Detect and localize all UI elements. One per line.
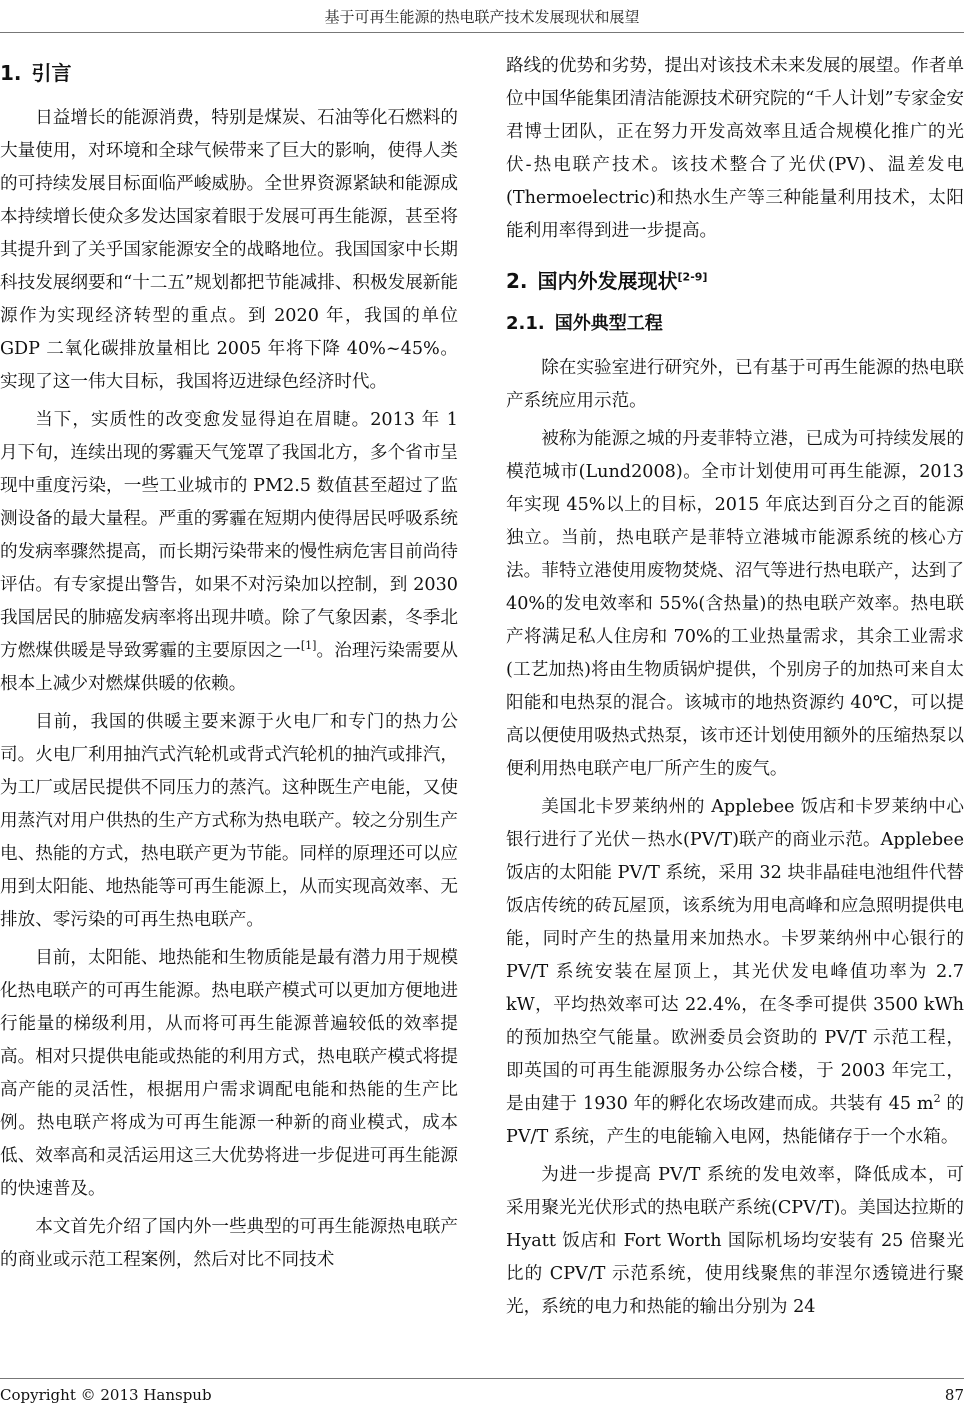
subsection-title: 国外典型工程 [554,313,663,334]
paragraph: 除在实验室进行研究外，已有基于可再生能源的热电联产系统应用示范。 [506,358,964,411]
right-column [506,50,964,1324]
paragraph: 本文首先介绍了国内外一些典型的可再生能源热电联产的商业或示范工程案例，然后对比不同技术 [0,1217,458,1270]
citation: [2-9] [677,270,708,284]
paragraph-text: 美国北卡罗莱纳州的 Applebee 饭店和卡罗莱纳中心银行进行了光伏－热水(PV/T)联产的商业示范。Applebee 饭店的太阳能 PV/T 系统，采用 32 块非晶硅电池组件代替饭店传统的砖瓦屋顶，该系统为用电高峰和应急照明提供电能，同时产生的热量用来加热水。卡罗莱纳州中心银行的 PV/T 系统安装在屋顶上，其光伏发电峰值功率为 2.7 kW，平均热效率可达 22.4%，在冬季可提供 3500 kWh 的预加热空气能量。欧洲委员会资助的 PV/T 示范工程，即英国的可再生能源服务办公综合楼，于 2003 年完工，是由建于 1930 年的孵化农场改建而成。共装有 45 m [506,797,964,1114]
superscript: 2 [933,1092,941,1106]
paragraph: 被称为能源之城的丹麦菲特立港，已成为可持续发展的模范城市(Lund2008)。全市计划使用可再生能源，2013 年实现 45%以上的目标，2015 年底达到百分之百的能源独立。当前，热电联产是菲特立港城市能源系统的核心方法。菲特立港使用废物焚烧、沼气等进行热电联产，达到了 40%的发电效率和 55%(含热量)的热电联产效率。热电联产将满足私人住房和 70%的工业热量需求，其余工业需求(工艺加热)将由生物质锅炉提供，个别房子的加热可来自太阳能和电热泵的混合。该城市的地热资源约 40℃，可以提高以便使用吸热式热泵，该市还计划使用额外的压缩热泵以便利用热电联产电厂所产生的废气。 [506,429,964,779]
running-header: 基于可再生能源的热电联产技术发展现状和展望 [324,8,640,26]
page-number: 87 [944,1386,964,1404]
citation: [1] [300,639,317,653]
paragraph-text: 。治理污染需要从根本上减少对燃煤供暖的依赖。 [0,641,458,694]
subsection-2-1-heading [506,310,964,338]
header-rule [0,32,964,33]
paragraph-text: 当下，实质性的改变愈发显得迫在眉睫。2013 年 1 月下旬，连续出现的雾霾天气笼罩了我国北方，多个省市呈现中重度污染，一些工业城市的 PM2.5 数值甚至超过了监测设备的最大量程。严重的雾霾在短期内使得居民呼吸系统的发病率骤然提高，而长期污染带来的慢性病危害目前尚待评估。有专家提出警告，如果不对污染加以控制，到 2030 我国居民的肺癌发病率将出现井喷。除了气象因素，冬季北方燃煤供暖是导致雾霾的主要原因之一 [0,410,458,661]
paragraph [506,791,964,1154]
paragraph [0,404,458,701]
subsection-number: 2.1. [506,313,545,334]
section-1-heading [0,58,458,88]
paragraph-text: 的 PV/T 系统，产生的电能输入电网，热能储存于一个水箱。 [506,1094,964,1147]
footer-copyright: Copyright © 2013 Hanspub [0,1386,212,1404]
section-number: 2. [506,269,528,293]
paragraph: 目前，我国的供暖主要来源于火电厂和专门的热力公司。火电厂利用抽汽式汽轮机或背式汽轮机的抽汽或排汽，为工厂或居民提供不同压力的蒸汽。这种既生产电能，又使用蒸汽对用户供热的生产方式称为热电联产。较之分别生产电、热能的方式，热电联产更为节能。同样的原理还可以应用到太阳能、地热能等可再生能源上，从而实现高效率、无排放、零污染的可再生热电联产。 [0,712,458,930]
paragraph: 目前，太阳能、地热能和生物质能是最有潜力用于规模化热电联产的可再生能源。热电联产模式可以更加方便地进行能量的梯级利用，从而将可再生能源普遍较低的效率提高。相对只提供电能或热能的利用方式，热电联产模式将提高产能的灵活性，根据用户需求调配电能和热能的生产比例。热电联产将成为可再生能源一种新的商业模式，成本低、效率高和灵活运用这三大优势将进一步促进可再生能源的快速普及。 [0,948,458,1199]
paragraph: 日益增长的能源消费，特别是煤炭、石油等化石燃料的大量使用，对环境和全球气候带来了巨大的影响，使得人类的可持续发展目标面临严峻威胁。全世界资源紧缺和能源成本持续增长使众多发达国家着眼于发展可再生能源，甚至将其提升到了关乎国家能源安全的战略地位。我国国家中长期科技发展纲要和“十二五”规划都把节能减排、积极发展新能源作为实现经济转型的重点。到 2020 年，我国的单位 GDP 二氧化碳排放量相比 2005 年将下降 40%~45%。实现了这一伟大目标，我国将迈进绿色经济时代。 [0,108,458,392]
paragraph-continuation: 路线的优势和劣势，提出对该技术未来发展的展望。作者单位中国华能集团清洁能源技术研究院的“千人计划”专家金安君博士团队，正在努力开发高效率且适合规模化推广的光伏-热电联产技术。该技术整合了光伏(PV)、温差发电(Thermoelectric)和热水生产等三种能量利用技术，太阳能利用率得到进一步提高。 [506,56,964,241]
paragraph: 为进一步提高 PV/T 系统的发电效率，降低成本，可采用聚光光伏形式的热电联产系统(CPV/T)。美国达拉斯的 Hyatt 饭店和 Fort Worth 国际机场均安装有 25 倍聚光比的 CPV/T 示范系统，使用线聚焦的菲涅尔透镜进行聚光，系统的电力和热能的输出分别为 24 [506,1165,964,1317]
section-title: 引言 [31,61,72,85]
footer-rule [0,1378,964,1379]
section-title: 国内外发展现状 [537,269,678,293]
section-2-heading [506,266,964,296]
section-number: 1. [0,61,22,85]
left-column [0,50,458,1277]
